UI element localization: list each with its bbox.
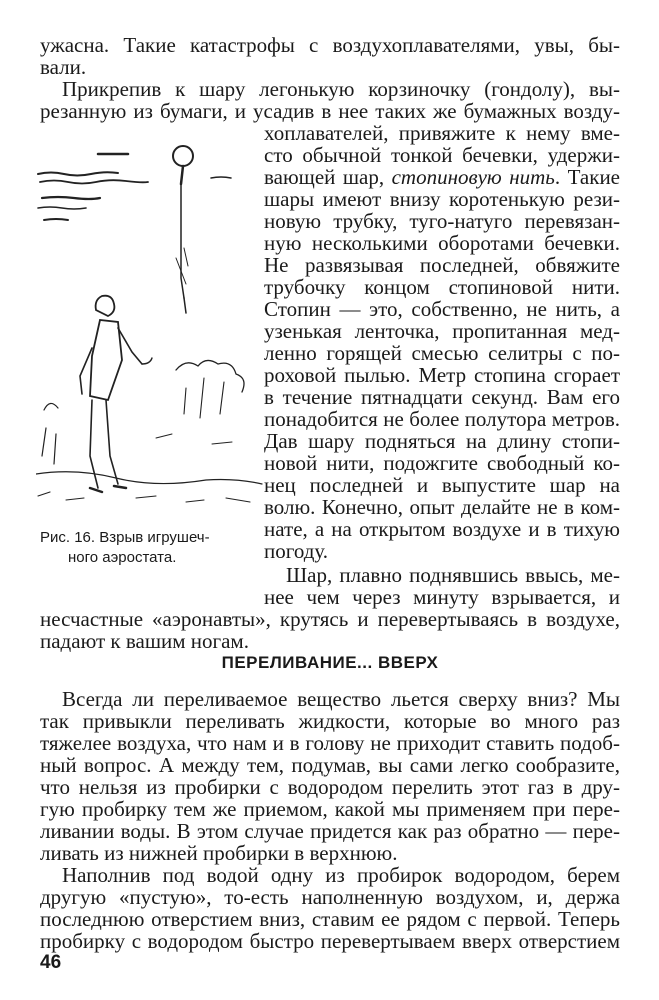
text-line: Наполнив под водой одну из пробирок водородом, берем — [62, 863, 620, 887]
text-line — [264, 166, 620, 188]
text-line: Дав шару подняться на длину стопи- — [264, 429, 620, 453]
text-line: шары имеют внизу коротенькую рези- — [264, 187, 620, 211]
text-line: в течение пятнадцати секунд. Вам его — [264, 385, 620, 409]
text-line: Шар, плавно поднявшись ввысь, ме- — [286, 563, 620, 587]
text-line: узенькая ленточка, пропитанная мед- — [264, 319, 620, 343]
text-line: другую «пустую», то-есть наполненную воздухом, и, держа — [40, 885, 620, 909]
text-line: что нельзя из пробирки с водородом перелить этот газ в дру- — [40, 775, 620, 799]
text-line: несчастные «аэронавты», крутясь и перевертываясь в воздухе, — [40, 607, 620, 631]
text-line: тяжелее воздуха, что нам и в голову не приходит ставить подоб- — [40, 731, 620, 755]
text-line: ленно горящей смесью селитры с по- — [264, 341, 620, 365]
text-line: ную несколькими оборотами бечевки. — [264, 231, 620, 255]
figure-caption — [40, 528, 270, 568]
text-line: Всегда ли переливаемое вещество льется сверху вниз? Мы — [62, 687, 620, 711]
text-line: Стопин — это, собственно, не нить, а — [264, 297, 620, 321]
text-line: ливании воды. В этом случае придется как раз обратно — пере- — [40, 819, 620, 843]
text-line: вали. — [40, 55, 87, 79]
text-line: сто обычной тонкой бечевки, удержи- — [264, 143, 620, 167]
section-heading: ПЕРЕЛИВАНИЕ... ВВЕРХ — [221, 653, 439, 672]
balloon-illustration — [36, 138, 264, 518]
text-line: гую пробирку тем же приемом, какой мы применяем при пере- — [40, 797, 620, 821]
text-line: ливать из нижней пробирки в верхнюю. — [40, 841, 398, 865]
text-line: ный вопрос. А между тем, подумав, вы сами легко сообразите, — [40, 753, 620, 777]
text-line: понадобится не более полутора метров. — [264, 407, 620, 431]
text-line: Не развязывая последней, обвяжите — [264, 253, 620, 277]
text-line: резанную из бумаги, и усадив в нее таких же бумажных возду- — [40, 99, 620, 123]
text-line: новой нити, подожгите свободный ко- — [264, 451, 620, 475]
text-line: нец последней и выпустите шар на — [264, 473, 620, 497]
text-line: роховой пылью. Метр стопина сгорает — [264, 363, 620, 387]
text-line: падают к вашим ногам. — [40, 629, 249, 653]
text-line: хоплавателей, привяжите к нему вме- — [264, 121, 620, 145]
text-line: ужасна. Такие катастрофы с воздухоплавателями, увы, бы- — [40, 33, 620, 57]
text-line: новую трубку, туго-натуго перевязан- — [264, 209, 620, 233]
text-line: нее чем через минуту взрывается, и — [264, 585, 620, 609]
text-fragment: . Такие — [554, 165, 620, 189]
italic-term: стопиновую нить — [391, 165, 555, 189]
text-line: последнюю отверстием вниз, ставим ее рядом с первой. Теперь — [40, 907, 620, 931]
text-line: пробирку с водородом быстро перевертываем вверх отверстием — [40, 929, 620, 953]
caption-line: ного аэростата. — [68, 549, 177, 566]
page-number: 46 — [40, 952, 62, 973]
text-line: так привыкли переливать жидкости, которые во много раз — [40, 709, 620, 733]
text-line: нате, а на открытом воздухе и в тихую — [264, 517, 620, 541]
text-line: Прикрепив к шару легонькую корзиночку (гондолу), вы- — [62, 77, 620, 101]
text-line: погоду. — [264, 539, 329, 563]
text-line: трубочку концом стопиновой нити. — [264, 275, 620, 299]
caption-line: Рис. 16. Взрыв игрушеч- — [40, 529, 210, 546]
text-fragment: вающей шар, — [264, 165, 385, 189]
text-line: волю. Конечно, опыт делайте не в ком- — [264, 495, 620, 519]
